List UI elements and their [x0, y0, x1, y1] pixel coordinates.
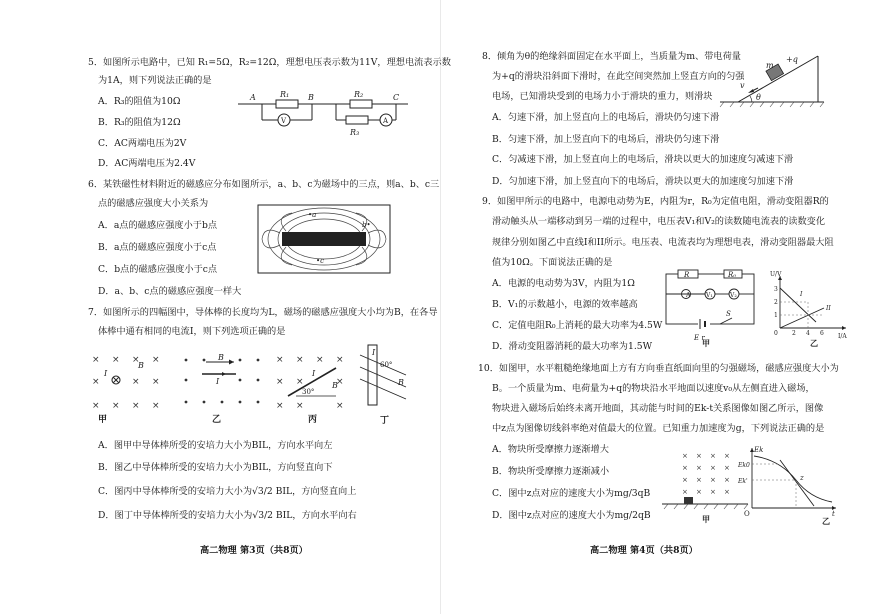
svg-text:×: × [276, 355, 284, 365]
svg-text:×: × [336, 401, 344, 411]
q10-ek-t-graph [740, 446, 840, 526]
svg-text:×: × [296, 355, 304, 365]
svg-text:×: × [132, 355, 140, 365]
q5-label-r1: R₁ [280, 90, 290, 99]
q7-option-a: A．图甲中导体棒所受的安培力大小为BIL，方向水平向左 [98, 440, 333, 451]
q10-graph-point-z: z [800, 474, 804, 482]
q10-caption-yi: 乙 [822, 517, 830, 526]
q10-option-c: C．图中z点对应的速度大小为mg/3qB [492, 488, 651, 499]
q10-graph-x-label: t [832, 510, 835, 518]
q7-stem-line1: 7．如图所示的四幅图中，导体棒的长度均为L，磁场的磁感应强度大小均为B，在各导 [88, 307, 438, 318]
q10-option-b: B．物块所受摩擦力逐渐减小 [492, 466, 610, 477]
q8-stem-line1: 8．倾角为θ的绝缘斜面固定在水平面上，当质量为m、带电荷量 [482, 51, 741, 62]
q5-option-c: C．AC两端电压为2V [98, 138, 187, 149]
q5-ammeter-label: A [383, 117, 389, 125]
q7-jia-label-i: I [104, 369, 108, 378]
svg-text:×: × [112, 355, 120, 365]
svg-text:×: × [132, 377, 140, 387]
q9-graph-tick-1: 1 [774, 312, 778, 319]
q7-caption-bing: 丙 [308, 415, 318, 425]
svg-text:×: × [710, 488, 716, 496]
q8-label-q: +q [786, 55, 798, 64]
q9-graph-tick-2: 2 [774, 299, 778, 306]
q8-label-v: v [740, 81, 745, 90]
q10-graph-origin: O [744, 510, 750, 518]
q9-graph-tick-x6: 6 [820, 330, 824, 337]
svg-text:×: × [316, 355, 324, 365]
svg-text:×: × [682, 488, 688, 496]
svg-text:×: × [724, 452, 730, 460]
q5-label-b: B [308, 93, 314, 102]
svg-text:×: × [710, 464, 716, 472]
q8-incline-diagram [720, 50, 824, 108]
q5-label-c: C [393, 93, 400, 102]
q7-ding-label-b: B [398, 378, 404, 387]
q10-caption-jia: 甲 [702, 515, 710, 524]
q7-bing-angle: 30° [302, 388, 315, 396]
q10-stem-line3: 物块进入磁场后始终未离开地面，其动能与时间的Ek-t关系图像如图乙所示，图像 [492, 403, 824, 414]
q10-graph-y-label: Ek [754, 446, 764, 454]
q5-option-d: D．AC两端电压为2.4V [98, 158, 196, 169]
q7-diagram-ding [360, 345, 410, 425]
q7-bing-label-b: B [332, 381, 338, 390]
q9-label-r0: R₀ [728, 271, 737, 279]
q10-graph-ek-prime: Ek' [738, 478, 748, 485]
q9-circuit-diagram [662, 270, 758, 346]
svg-text:×: × [724, 476, 730, 484]
q5-label-r2: R₂ [354, 90, 364, 99]
q9-stem-line4: 值为10Ω。下面说法正确的是 [492, 257, 613, 268]
q8-label-theta: θ [756, 93, 761, 102]
q7-stem-line2: 体棒中通有相同的电流I，则下列选项正确的是 [98, 326, 286, 337]
q5-option-a: A．R₃的阻值为10Ω [98, 96, 181, 107]
q10-placeholder [734, 448, 735, 449]
svg-text:×: × [152, 401, 160, 411]
q10-magnetic-region-diagram [662, 446, 752, 526]
q10-stem-line1: 10．如图甲，水平粗糙绝缘地面上方有方向垂直纸面向里的匀强磁场，磁感应强度大小为 [478, 363, 839, 374]
q7-bing-label-i: I [312, 369, 316, 378]
page-4 [440, 0, 870, 614]
q7-ding-label-i: I [372, 348, 376, 357]
svg-text:×: × [336, 377, 344, 387]
q7-yi-label-i: I [216, 377, 220, 386]
q10-stem-line4: 中z点为图像切线斜率绝对值最大的位置。已知重力加速度为g，下列说法正确的是 [492, 423, 825, 434]
svg-text:×: × [710, 452, 716, 460]
q8-stem-line2: 为+q的滑块沿斜面下滑时，在此空间突然加上竖直方向的匀强 [492, 71, 745, 82]
q9-graph-tick-x4: 4 [806, 330, 810, 337]
q7-diagram-jia [92, 352, 170, 425]
svg-text:×: × [682, 452, 688, 460]
page-3-footer: 高二物理 第3页（共8页） [200, 545, 308, 556]
q6-stem-line2: 点的磁感应强度大小关系为 [98, 198, 209, 209]
q9-option-b: B．V₁的示数越小，电源的效率越高 [492, 299, 638, 310]
q8-option-b: B．匀速下滑，加上竖直向下的电场后，滑块仍匀速下滑 [492, 134, 720, 145]
svg-text:×: × [696, 464, 702, 472]
q9-graph-origin: 0 [774, 330, 778, 337]
q9-label-v2: V₂ [730, 292, 737, 299]
q6-option-c: C．b点的磁感应强度小于c点 [98, 264, 218, 275]
svg-text:×: × [132, 401, 140, 411]
q8-option-c: C．匀减速下滑，加上竖直向上的电场后，滑块以更大的加速度匀减速下滑 [492, 154, 794, 165]
q9-stem-line2: 滑动触头从一端移动到另一端的过程中，电压表V₁和V₂的读数随电流表的读数变化 [492, 216, 826, 227]
q9-label-s: S [726, 310, 731, 318]
svg-text:×: × [152, 377, 160, 387]
q5-label-r3: R₃ [350, 128, 360, 137]
q9-stem-line3: 规律分别如图乙中直线I和II所示。电压表、电流表均为理想电表，滑动变阻器最大阻 [492, 237, 834, 248]
svg-text:×: × [296, 377, 304, 387]
svg-text:×: × [276, 377, 284, 387]
q6-point-c: •c [316, 257, 325, 265]
q5-voltmeter-label: V [281, 117, 287, 125]
svg-text:×: × [92, 377, 100, 387]
q9-graph-x-label: I/A [838, 333, 847, 340]
q9-label-ammeter: A [686, 292, 691, 299]
page-4-footer: 高二物理 第4页（共8页） [590, 545, 698, 556]
q9-caption-jia: 甲 [702, 339, 710, 348]
q9-option-d: D．滑动变阻器消耗的最大功率为1.5W [492, 341, 653, 352]
q9-graph-line-1: I [800, 291, 803, 298]
svg-text:×: × [696, 476, 702, 484]
q8-label-m: m [766, 61, 774, 70]
svg-text:×: × [336, 355, 344, 365]
q7-yi-label-b: B [218, 353, 224, 362]
q6-option-d: D．a、b、c点的磁感应强度一样大 [98, 286, 242, 297]
q9-ui-graph [770, 272, 850, 346]
svg-text:×: × [710, 476, 716, 484]
q10-graph-ek0: Ek0 [738, 462, 750, 469]
q8-option-d: D．匀加速下滑，加上竖直向下的电场后，滑块以更大的加速度匀加速下滑 [492, 176, 794, 187]
q5-option-b: B．R₃的阻值为12Ω [98, 117, 181, 128]
q10-option-a: A．物块所受摩擦力逐渐增大 [492, 444, 609, 455]
q5-stem-line1: 5．如图所示电路中，已知 R₁=5Ω，R₂=12Ω，理想电压表示数为11V，理想电流表示数 [88, 57, 451, 68]
q5-label-a: A [250, 93, 256, 102]
q7-jia-label-b: B [138, 361, 144, 370]
q9-caption-yi: 乙 [810, 339, 818, 348]
q6-option-a: A．a点的磁感应强度小于b点 [98, 220, 218, 231]
q9-graph-tick-x2: 2 [792, 330, 796, 337]
q9-label-v1: V₁ [706, 292, 713, 299]
q8-stem-line3: 电场，已知滑块受到的电场力小于滑块的重力，则滑块 [492, 91, 713, 102]
svg-text:×: × [696, 452, 702, 460]
q7-ding-angle: 60° [380, 361, 393, 369]
q6-point-a: •a [308, 211, 317, 219]
q6-stem-line1: 6．某铁磁性材料附近的磁感应分布如图所示，a、b、c为磁场中的三点，则a、b、c三 [88, 179, 440, 190]
q9-stem-line1: 9．如图甲所示的电路中，电源电动势为E，内阻为r，R₀为定值电阻，滑动变阻器R的 [482, 196, 829, 207]
q5-stem-line2: 为1A，则下列说法正确的是 [98, 75, 212, 86]
q5-circuit-diagram [238, 88, 408, 143]
q7-option-d: D．图丁中导体棒所受的安培力大小为√3/2 BIL，方向水平向右 [98, 510, 357, 521]
q7-option-b: B．图乙中导体棒所受的安培力大小为BIL，方向竖直向下 [98, 462, 333, 473]
svg-text:×: × [112, 401, 120, 411]
q6-option-b: B．a点的磁感应强度小于c点 [98, 242, 217, 253]
q9-graph-y-label: U/V [770, 271, 782, 278]
q6-magnetic-field-diagram [258, 205, 390, 273]
q9-label-r: R [684, 271, 690, 279]
q7-diagram-yi [182, 352, 262, 425]
q9-graph-line-2: II [826, 305, 831, 312]
svg-text:×: × [682, 476, 688, 484]
svg-text:×: × [724, 464, 730, 472]
q10-option-d: D．图中z点对应的速度大小为mg/2qB [492, 510, 651, 521]
q7-option-c: C．图丙中导体棒所受的安培力大小为√3/2 BIL，方向竖直向上 [98, 486, 357, 497]
q9-label-er: E r [694, 334, 705, 342]
q10-stem-line2: B。一个质量为m、电荷量为+q的物块沿水平地面以速度v₀从左侧直进入磁场， [492, 383, 815, 394]
svg-text:×: × [92, 355, 100, 365]
q7-caption-jia: 甲 [98, 415, 108, 425]
q9-graph-tick-3: 3 [774, 286, 778, 293]
q7-caption-ding: 丁 [380, 416, 390, 426]
svg-text:×: × [296, 401, 304, 411]
q6-point-b: b• [362, 221, 371, 229]
q9-option-c: C．定值电阻R₀上消耗的最大功率为4.5W [492, 320, 663, 331]
q8-option-a: A．匀速下滑，加上竖直向上的电场后，滑块仍匀速下滑 [492, 112, 720, 123]
svg-text:×: × [276, 401, 284, 411]
svg-text:×: × [152, 355, 160, 365]
svg-text:×: × [724, 488, 730, 496]
svg-text:×: × [696, 488, 702, 496]
q7-diagram-bing [276, 352, 358, 425]
q7-caption-yi: 乙 [212, 415, 222, 425]
svg-text:×: × [682, 464, 688, 472]
q9-option-a: A．电源的电动势为3V，内阻为1Ω [492, 278, 635, 289]
svg-text:×: × [92, 401, 100, 411]
